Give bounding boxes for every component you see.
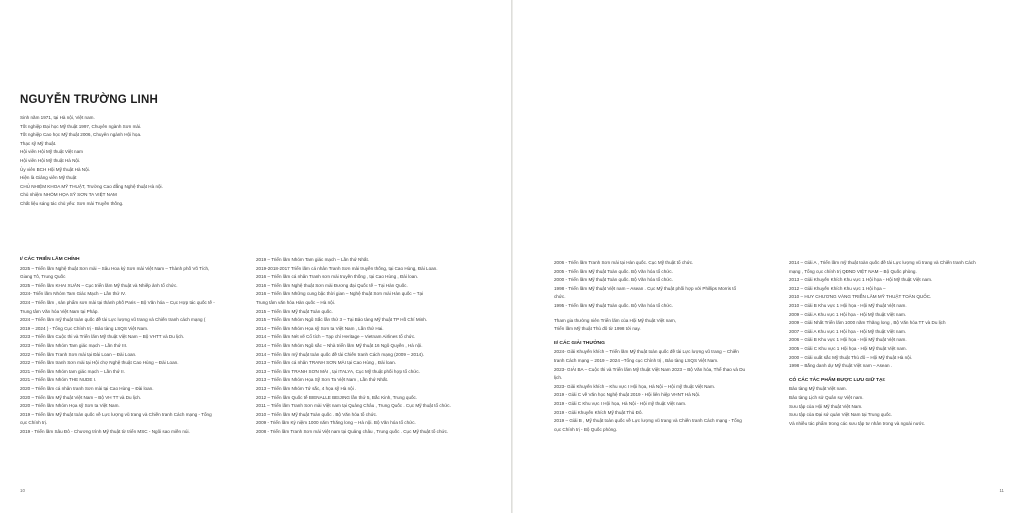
exhibition-entry: 2011 – Triển lãm Tranh Sơn mài Việt nam tại Quảng Châu , Trung Quốc . Cục Mỹ thuật tổ chức. bbox=[256, 403, 451, 409]
bio-line: Tốt nghiệp Đại học Mỹ thuật 1997, Chuyên ngành Sơn mài. bbox=[20, 123, 142, 129]
award-entry: 2010 – HUY CHƯƠNG VÀNG TRIỂN LÃM MỸ THUẬT TOÀN QUỐC. bbox=[789, 294, 932, 300]
exhibition-entry: 1998 - Triển lãm Mỹ thuật Việt nam – Asean . Cục Mỹ thuật phối hợp với Phillips Morris tổ bbox=[554, 285, 737, 291]
awards-heading: II/ CÁC GIẢI THƯỞNG bbox=[554, 340, 605, 346]
award-entry: 2012 – Giải Khuyến Khích Khu vực 1 Hội họa – bbox=[789, 285, 886, 291]
exhibitions-heading: I/ CÁC TRIỂN LÃM CHÍNH bbox=[20, 257, 80, 262]
exhibition-entry: 2020 – Triển lãm Nhóm Họa sỹ Sơn ta Việt Nam. bbox=[20, 403, 120, 409]
collection-entry: Bảo tàng Mỹ thuật Việt nam. bbox=[789, 386, 847, 392]
exhibition-entry: 2021 – Triển lãm Nhóm THE NUDE I. bbox=[20, 377, 97, 383]
exhibition-entry: 2025 – Triển lãm KHAI XUÂN – Cục triển lãm Mỹ thuật và Nhiếp ảnh tổ chức. bbox=[20, 282, 178, 288]
award-entry: 2007 – Giải A Khu vực 1 Hội họa - Hội Mỹ thuật Việt nam. bbox=[789, 328, 907, 334]
award-entry: 2010 – Giải B Khu vực 1 Hội họa - Hội Mỹ thuật Việt nam. bbox=[789, 302, 907, 308]
exhibition-entry: 2005 - Triển lãm Mỹ thuật Toàn quốc. Bộ Văn hóa tổ chức. bbox=[554, 268, 673, 274]
awards-column-2 bbox=[789, 259, 976, 428]
bio-line: Chất liệu sáng tác chủ yếu: Sơn mài Truyền thống. bbox=[20, 200, 124, 206]
exhibitions-column-2 bbox=[256, 256, 451, 436]
award-entry: 2009 – Giải Nhất Triển lãm 1000 năm Thăng long , Bộ Văn hóa TT và Du lịch bbox=[789, 320, 946, 326]
exhibition-entry: 2019 - Triển lãm Sâu Đô - Chương trình Mỹ thuật từ triển MSC - Ngôi sao miền núi. bbox=[20, 428, 190, 434]
exhibition-entry: 2016 – Triển lãm Những cung bậc thời gian – Nghệ thuật Sơn mài Hàn quốc – Tại bbox=[256, 291, 424, 297]
award-entry: 2019 – Giải B , Mỹ thuật toàn quốc về Lực lượng vũ trang và Chiến tranh Cách mạng - Tổng bbox=[554, 418, 742, 424]
exhibition-entry: 1995 - Triển lãm Mỹ thuật Toàn quốc. Bộ Văn hóa tổ chức. bbox=[554, 302, 673, 308]
exhibition-entry: 2015 – Triển lãm Nhóm Ngũ Sắc lần thứ 3 – Tại Bảo tàng Mỹ thuật TP Hồ Chí Minh. bbox=[256, 317, 428, 323]
bio-line: Hội viên Hội Mỹ thuật Việt nam bbox=[20, 149, 83, 155]
award-entry: 2005 – Giải C Khu vực 1 Hội họa - Hội Mỹ thuật Việt nam. bbox=[789, 345, 907, 351]
award-entry: 2019 - Giải Khuyến Khích Mỹ thuật Thủ Đô. bbox=[554, 409, 643, 415]
collection-entry: Bảo tàng Lịch sử Quân sự Việt nam. bbox=[789, 394, 864, 400]
exhibition-entry: 2014 – Triển lãm Nét vẽ Cổ tích – Tạp chí Heritage – Vietnam Airlines tổ chức. bbox=[256, 334, 416, 340]
exhibition-entry: 2013 – Triển lãm cá nhân TRANH SƠN MÀI tại Cao Hùng , Đài loan. bbox=[256, 360, 396, 366]
collection-entry: Và nhiều tác phẩm trong các sưu tập tư nhân trong và ngoài nước. bbox=[789, 420, 926, 426]
bio-line: Tốt nghiệp Cao học Mỹ thuật 2006, Chuyên ngành Hội họa. bbox=[20, 132, 142, 138]
exhibition-entry: 2012 – Triển lãm Quốc tế BIENALLE BEIJING lần thứ 5, Bắc Kinh, Trung quốc. bbox=[256, 394, 418, 400]
award-entry: 2024- Giải Khuyến khích – Triển lãm Mỹ thuật toàn quốc đề tài Lực lượng vũ trang – Chiến bbox=[554, 349, 739, 355]
exhibition-entry: 2020 – Triển lãm cá nhân tranh Sơn mài tại Cao Hùng – Đài loan. bbox=[20, 385, 154, 391]
exhibitions-column-3 bbox=[554, 259, 745, 434]
bio-line: Hội viên Hội Mỹ thuật Hà Nội. bbox=[20, 157, 81, 163]
exhibition-entry: 2025 – Triển lãm Nghệ thuật Sơn mài – Sâu Hoa ký Sơn mài Việt Nam – Thành phố Võ Tích, bbox=[20, 265, 210, 271]
exhibition-entry: cục Chính trị. bbox=[20, 420, 48, 426]
award-entry: 2019 - Giải C Khu vực I Hội họa, Hà Nội - Hội mỹ thuật Việt nam. bbox=[554, 400, 687, 406]
award-entry: tranh Cách mạng – 2019 – 2024 –Tổng cục Chính trị , Bảo tàng LSQS Việt Nam. bbox=[554, 357, 719, 363]
award-entry: 2000 – Giải xuất sắc Mỹ thuật Thủ đô – Hội Mỹ thuật Hà nội. bbox=[789, 354, 912, 360]
award-entry: cục Chính trị - Bộ Quốc phòng. bbox=[554, 426, 618, 432]
bio-line: Ủy viên BCH Hội Mỹ thuật Hà Nội. bbox=[20, 166, 90, 172]
exhibition-entry: 2006 - Triển lãm Tranh Sơn mài tại Hàn quốc. Cục Mỹ thuật tổ chức. bbox=[554, 260, 694, 265]
award-entry: 1998 – Bằng danh dự Mỹ thuật Việt nam – Asean . bbox=[789, 363, 893, 369]
exhibition-entry: 2013 – Triển lãm Nhóm Tứ sắc, 4 họa sỹ Hà nội . bbox=[256, 385, 357, 391]
exhibition-entry: 2016 – Triển lãm Nghệ thuật Sơn mài Đương đại Quốc tế – Tại Hàn Quốc. bbox=[256, 282, 408, 288]
exhibition-entry: 2024- Triển lãm Nhóm Tam Giác Mạch – Lần thứ IV. bbox=[20, 291, 126, 297]
award-entry: lịch. bbox=[554, 375, 563, 381]
right-page bbox=[513, 0, 1024, 513]
exhibition-note-line: Triển lãm Mỹ thuật Thủ đô từ 1998 tới nay. bbox=[554, 326, 641, 332]
bio-line: Thạc sỹ Mỹ thuật. bbox=[20, 140, 57, 146]
bio-line: Sinh năm 1971, tại Hà nội, Việt nam. bbox=[20, 115, 95, 120]
award-entry: 2006 – Giải B Khu vực 1 Hội họa - Hội Mỹ thuật Việt nam. bbox=[789, 337, 907, 343]
exhibition-entry: 2021 – Triển lãm Nhóm tam giác mạch – Lần thứ II. bbox=[20, 368, 125, 374]
exhibition-entry: 2019 – 2024 ) - Tổng Cục Chính trị - Bảo tàng LSQS Việt Nam. bbox=[20, 325, 149, 331]
exhibition-entry: 2014 – Triển lãm Nhóm Ngũ sắc – Nhà triển lãm Mỹ thuật 16 Ngô Quyền , Hà nội. bbox=[256, 342, 423, 348]
exhibition-entry: chức. bbox=[554, 294, 566, 300]
exhibition-entry: 2019 – Triển lãm Mỹ thuật toàn quốc về Lực lượng vũ trang và Chiến tranh Cách mạng - Tổng bbox=[20, 411, 212, 417]
exhibition-entry: 2014 – Triển lãm Nhóm Họa sỹ Sơn ta Việt Nam , Lần thứ Hai. bbox=[256, 325, 384, 331]
exhibition-entry: 2023 – Triển lãm Cuộc thi và Triển lãm Mỹ thuật Việt Nam – Bộ VHTT và Du lịch. bbox=[20, 334, 185, 340]
award-entry: mạng , Tổng cục chính trị QĐND VIỆT NAM – Bộ Quốc phòng. bbox=[789, 268, 917, 274]
exhibition-entry: 2019 – Triển lãm Nhóm Tam giác mạch – Lần thứ Nhất. bbox=[256, 257, 370, 262]
award-entry: 2019 - Giải C về Văn học Nghệ thuật 2019 - Hội liên hiệp VHNT Hà Nội. bbox=[554, 392, 701, 398]
exhibition-entry: 2024 – Triển lãm mỹ thuật toàn quốc đề tài Lực lượng vũ trang và Chiến tranh cách mạng ( bbox=[20, 317, 206, 323]
exhibition-entry: 2023 – Triển lãm Nhóm Tam giác mạch – Lần thứ III. bbox=[20, 342, 128, 348]
exhibition-entry: Giang Tô, Trung Quốc bbox=[20, 274, 66, 280]
exhibition-entry: Trung tâm văn hóa Hàn quốc – Hà nội. bbox=[256, 299, 335, 305]
exhibition-entry: 2013 – Triển lãm Nhóm Họa Sỹ Sơn Ta Việt Nam , Lần thứ Nhất. bbox=[256, 377, 389, 383]
exhibition-note-line: Tham gia thường niên Triển lãm của Hội Mỹ thuật Việt nam, bbox=[554, 317, 676, 323]
artist-name: NGUYỄN TRƯỜNG LINH bbox=[20, 94, 158, 106]
biography bbox=[20, 114, 320, 209]
bio-line: Hiện là Giảng viên Mỹ thuật bbox=[20, 175, 77, 181]
collection-entry: Sưu tập của Đại sứ quán Việt Nam tại Trung quốc. bbox=[789, 412, 893, 418]
collection-entry: Sưu tập của Hội Mỹ thuật Việt Nam. bbox=[789, 403, 863, 409]
exhibition-entry: 2022 – Triển lãm tranh Sơn mài tại Hội chợ Nghệ thuật Cao Hùng – Đài Loan. bbox=[20, 360, 179, 366]
exhibition-entry: 2009 - Triển lãm Kỷ niệm 1000 năm Thăng long – Hà nội. Bộ Văn hóa tổ chức. bbox=[256, 420, 416, 426]
exhibition-entry: 2024 – Triển lãm , sản phẩm sơn mài tại thành phố Paris – Bộ Văn hóa – Cục Hợp tác quốc tế - bbox=[20, 299, 215, 305]
bio-line: CHỦ NHIỆM KHOA MỸ THUẬT, Trường Cao đẳng Nghệ thuật Hà nội. bbox=[20, 183, 163, 189]
exhibition-entry: 2014 – Triển lãm mỹ thuật toàn quốc đề tài Chiến tranh Cách mạng (2009 – 2014). bbox=[256, 351, 425, 357]
exhibition-entry: Trung tâm Văn hóa Việt Nam tại Pháp. bbox=[20, 308, 99, 314]
exhibition-entry: 2019-2018-2017 Triển lãm cá nhân Tranh Sơn mài truyền thống, tại Cao Hùng, Đài Loan. bbox=[256, 265, 438, 271]
bio-line: Chủ nhiệm NHÓM HỌA SỸ SƠN TA VIỆT NAM bbox=[20, 192, 117, 198]
award-entry: 2023- GIẢI BA – Cuộc thi và Triển lãm Mỹ thuật Việt Nam 2023 – Bộ Văn hóa, Thể thao và Du bbox=[554, 366, 746, 372]
exhibition-entry: 2015 – Triển lãm Mỹ thuật Toàn quốc. bbox=[256, 308, 333, 314]
exhibition-entry: 2022 – Triển lãm Tranh Sơn mài tại Đài Loan – Đài Loan. bbox=[20, 351, 137, 357]
page-number-left: 10 bbox=[20, 488, 25, 493]
exhibition-entry: 2016 – Triển lãm cá nhân Tranh sơn mài truyền thống , tại Cao Hùng , Đài loan. bbox=[256, 274, 419, 280]
award-entry: 2014 – Giải A , Triển lãm mỹ thuật toàn quốc đề tài Lực lượng vũ trang và Chiến tranh Cách bbox=[789, 260, 976, 265]
award-entry: 2023- Giải Khuyến khích – Khu vực I Hội họa, Hà Nội – Hội mỹ thuật Việt Nam. bbox=[554, 383, 716, 389]
exhibition-entry: 2020 – Triển lãm Mỹ thuật Việt Nam – Bộ VH TT và Du lịch. bbox=[20, 394, 142, 400]
exhibition-entry: 2000 - Triển lãm Mỹ thuật Toàn quốc. Bộ Văn hóa tổ chức. bbox=[554, 277, 673, 283]
award-entry: 2009 – Giải A Khu vực 1 Hội họa - Hội Mỹ thuật Việt nam. bbox=[789, 311, 907, 317]
exhibition-entry: 2013 – Triển lãm TRANH SƠN MÀI , tại ITALYA, Cục Mỹ thuật phối hợp tổ chức. bbox=[256, 368, 420, 374]
page-number-right: 11 bbox=[999, 488, 1004, 493]
exhibitions-column-1 bbox=[20, 256, 215, 436]
exhibition-entry: 2008 - Triển lãm Tranh Sơn mài Việt nam tại Quảng châu , Trung quốc . Cục Mỹ thuật tổ chức. bbox=[256, 428, 449, 434]
award-entry: 2013 – Giải Khuyến Khích Khu vực 1 Hội họa - Hội Mỹ thuật Việt nam. bbox=[789, 277, 933, 283]
collections-heading: CÓ CÁC TÁC PHẨM ĐƯỢC LƯU GIỮ TẠI: bbox=[789, 377, 886, 383]
exhibition-entry: 2010 – Triển lãm Mỹ thuật Toàn quốc . Bộ Văn hóa tổ chức. bbox=[256, 411, 378, 417]
left-page bbox=[0, 0, 511, 513]
